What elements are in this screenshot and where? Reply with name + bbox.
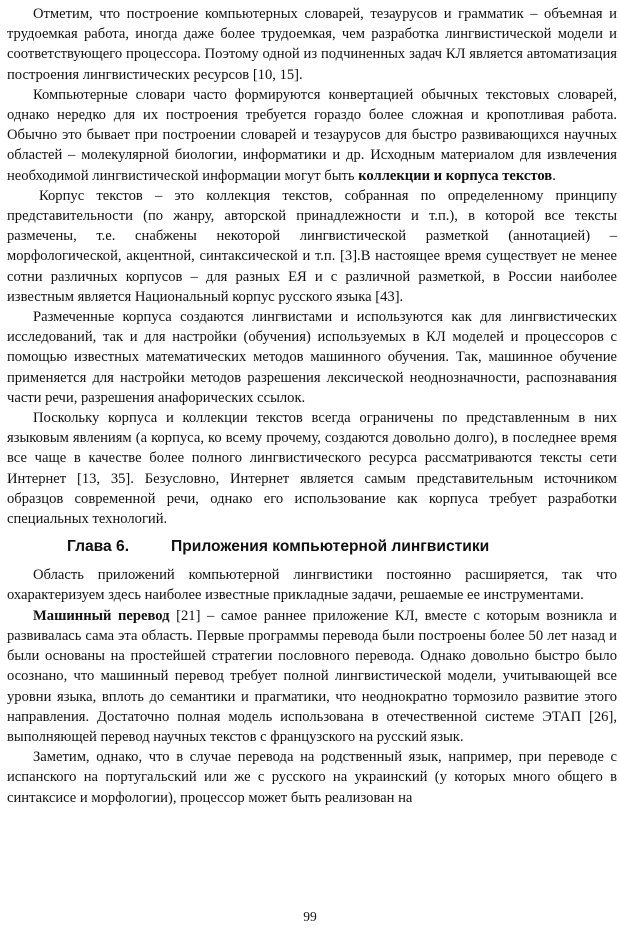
paragraph-computer-dictionaries xyxy=(7,85,617,186)
paragraph-text: Компьютерные словари часто формируются конвертацией обычных текстовых словарей, однако нередко для их построения требуется гораздо более сложная и кропотливая работа. Обычно это бывает при построении словарей и тезаурусов для быстро развивающихся научных областей – молекулярной биологии, информатики и др. Исходным материалом для извлечения необходимой лингвистической информации могут быть xyxy=(7,86,617,184)
paragraph-internet-corpus: Поскольку корпуса и коллекции текстов всегда ограничены по представленным в них языковым явлениям (а корпуса, ко всему прочему, создаются довольно долго), в последнее время все чаще в качестве более полного лингвистического ресурса рассматриваются тексты сети Интернет [13, 35]. Безусловно, Интернет является самым представительным источником образцов современной речи, однако его использование как корпуса требует разработки специальных технологий. xyxy=(7,410,617,528)
paragraph-end: . xyxy=(552,167,556,184)
chapter-number: Глава 6. xyxy=(67,538,130,556)
paragraph-annotated-corpora: Размеченные корпуса создаются лингвистами и используются как для лингвистических исследований, так и для настройки (обучения) используемых в КЛ моделей и процессоров с помощью известных математических методов машинного обучения. Так, машинное обучение применяется для настройки методов разрешения лексической неоднозначности, распознавания части речи, разрешения анафорических ссылок. xyxy=(7,309,617,406)
page-number: 99 xyxy=(303,909,317,924)
paragraph-dictionaries-effort: Отметим, что построение компьютерных словарей, тезаурусов и грамматик – объемная и трудоемкая работа, иногда даже более трудоемкая, чем разработка лингвистической модели и соответствующего процессора. Поэтому одной из подчиненных задач КЛ является автоматизация построения лингвистических ресурсов [10, 15]. xyxy=(7,6,617,83)
paragraph-related-languages: Заметим, однако, что в случае перевода на родственный язык, например, при переводе с испанского на португальский или же с русского на украинский (у которых много общего в синтаксисе и морфологии), процессор может быть реализован на xyxy=(7,749,617,806)
body-text xyxy=(7,4,617,808)
paragraph-text-corpus: Корпус текстов – это коллекция текстов, собранная по определенному принципу представительности (по жанру, авторской принадлежности и т.п.), в которой все тексты размечены, т.е. снабжены некоторой лингвистической разметкой (аннотацией) – морфологической, акцентной, синтаксической и т.п. [3].В настоящее время существует не менее сотни различных корпусов – для разных ЕЯ и с различной разметкой, в России наиболее известным является Национальный корпус русского языка [43]. xyxy=(7,187,617,305)
bold-term-collections: коллекции и корпуса текстов xyxy=(358,167,553,184)
bold-term-machine-translation: Машинный перевод xyxy=(33,607,170,624)
paragraph-text: [21] – самое раннее приложение КЛ, вместе с которым возникла и развивалась сама эта область. Первые программы перевода были построены более 50 лет назад и были основаны на простейшей стратегии пословного перевода. Однако довольно быстро было осознано, что машинный перевод требует полной лингвистической модели, учитывающей все уровни языка, вплоть до семантики и прагматики, что неоднократно тормозило развитие этого направления. Достаточно полная модель использована в отечественной системе ЭТАП [26], выполняющей перевод научных текстов с французского на русский язык. xyxy=(7,607,617,745)
chapter-heading xyxy=(7,537,617,557)
paragraph-machine-translation xyxy=(7,606,617,747)
paragraph-applications: Область приложений компьютерной лингвистики постоянно расширяется, так что охарактеризуем здесь наиболее известные прикладные задачи, решаемые ее инструментами. xyxy=(7,567,617,604)
chapter-title: Приложения компьютерной лингвистики xyxy=(171,538,490,556)
